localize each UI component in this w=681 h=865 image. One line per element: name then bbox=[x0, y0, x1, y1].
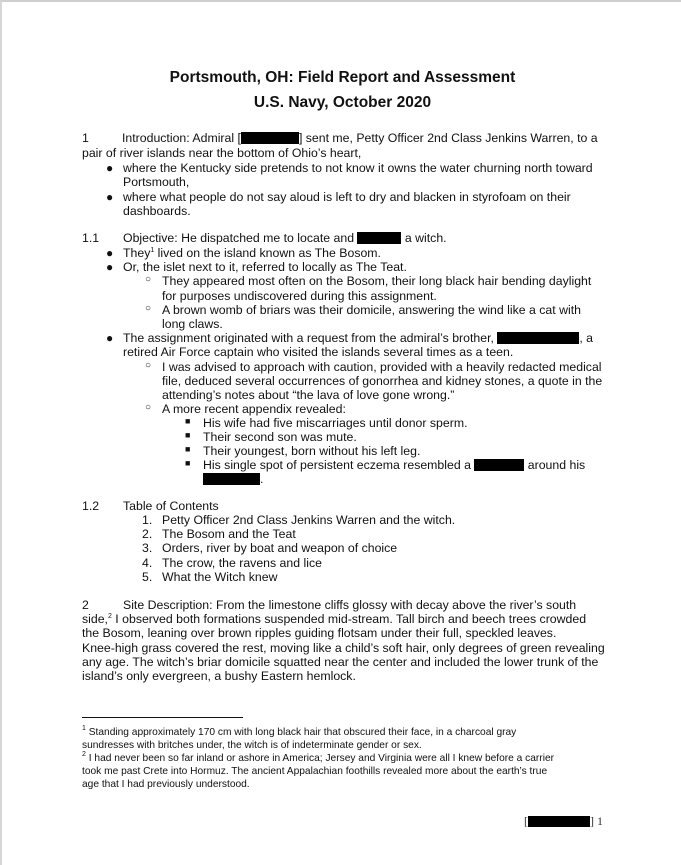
intro-line-1 bbox=[122, 131, 598, 145]
square-bullet-4-line-2 bbox=[203, 472, 263, 486]
footnote-marker: 1 bbox=[82, 725, 86, 732]
toc-item[interactable]: The crow, the ravens and lice bbox=[162, 556, 322, 570]
toc-item[interactable]: What the Witch knew bbox=[162, 570, 278, 584]
page-number: 1 bbox=[597, 814, 603, 828]
redaction-block bbox=[203, 473, 260, 485]
toc-number: 5. bbox=[142, 570, 153, 584]
objective-bullet-1 bbox=[123, 246, 381, 260]
square-bullet-3: Their youngest, born without his left leg. bbox=[203, 444, 421, 458]
site-text: side, bbox=[82, 612, 108, 626]
bullet-text: , a bbox=[579, 331, 594, 345]
section-number: 2 bbox=[82, 598, 89, 612]
footnote-text: Standing approximately 170 cm with long black hair that obscured their face, in a charcoal gray bbox=[85, 727, 517, 738]
section-number: 1.1 bbox=[82, 231, 100, 245]
hollow-bullet-icon: ○ bbox=[145, 274, 152, 285]
bullet-text: They bbox=[123, 246, 151, 260]
objective-text-b: a witch. bbox=[404, 231, 447, 245]
bracket: [ bbox=[524, 814, 528, 828]
intro-bullet-1-line-2: Portsmouth, bbox=[123, 175, 190, 189]
site-line-1: Site Description: From the limestone cliffs glossy with decay above the river’s south bbox=[123, 598, 577, 612]
footnote-2-line-3: age that I had previously understood. bbox=[82, 779, 250, 790]
intro-text-a: Introduction: Admiral [ bbox=[122, 131, 241, 145]
footnote-2-line-2: took me past Crete into Hormuz. The ancient Appalachian foothills revealed more about the earth’s true bbox=[82, 766, 548, 777]
toc-heading: Table of Contents bbox=[123, 499, 219, 513]
sub-bullet-3-line-2: file, deduced several occurrences of gonorrhea and kidney stones, a quote in the bbox=[162, 374, 603, 388]
square-bullet-4-line-1 bbox=[203, 458, 585, 472]
hollow-bullet-icon: ○ bbox=[145, 303, 152, 314]
footnote-marker: 2 bbox=[82, 751, 86, 758]
sub-bullet-3-line-1: I was advised to approach with caution, provided with a heavily redacted medical bbox=[162, 360, 602, 374]
site-text: I observed both formations suspended mid-stream. Tall birch and beech trees crowded bbox=[111, 612, 587, 626]
bullet-text: lived on the island known as The Bosom. bbox=[154, 246, 381, 260]
square-bullet-icon: ■ bbox=[185, 458, 191, 468]
sub-bullet-1-line-1: They appeared most often on the Bosom, their long black hair bending daylight bbox=[162, 274, 592, 288]
sub-bullet-4: A more recent appendix revealed: bbox=[162, 402, 346, 416]
page-footer bbox=[524, 814, 603, 829]
intro-line-2: pair of river islands near the bottom of Ohio’s heart, bbox=[82, 146, 362, 160]
toc-item[interactable]: Petty Officer 2nd Class Jenkins Warren and the witch. bbox=[162, 513, 456, 527]
objective-bullet-3-line-2: retired Air Force captain who visited the islands several times as a teen. bbox=[123, 345, 514, 359]
site-line-2 bbox=[82, 612, 586, 626]
sub-bullet-2-line-2: long claws. bbox=[162, 317, 223, 331]
toc-number: 1. bbox=[142, 513, 153, 527]
section-number: 1 bbox=[82, 131, 89, 145]
site-line-4: Knee-high grass covered the rest, moving like a child’s soft hair, only degrees of green revealing bbox=[82, 641, 605, 655]
bullet-text: His single spot of persistent eczema resembled a bbox=[203, 458, 471, 472]
square-bullet-icon: ■ bbox=[185, 444, 191, 454]
square-bullet-icon: ■ bbox=[185, 430, 191, 440]
redaction-block bbox=[528, 816, 590, 827]
toc-item[interactable]: Orders, river by boat and weapon of choice bbox=[162, 541, 398, 555]
square-bullet-icon: ■ bbox=[185, 416, 191, 426]
site-line-5: any age. The witch’s briar domicile squatted near the center and included the lower trunk of the bbox=[82, 655, 599, 669]
footnote-separator bbox=[82, 717, 243, 718]
bullet-text: The assignment originated with a request from the admiral’s brother, bbox=[123, 331, 494, 345]
hollow-bullet-icon: ○ bbox=[145, 360, 152, 371]
bullet-icon: ● bbox=[106, 246, 114, 260]
hollow-bullet-icon: ○ bbox=[145, 402, 152, 413]
footnote-1-line-2: sundresses with britches under, the witch is of indeterminate gender or sex. bbox=[82, 740, 422, 751]
sub-bullet-1-line-2: for purposes undiscovered during this assignment. bbox=[162, 289, 437, 303]
footnote-2-line-1 bbox=[82, 752, 554, 765]
square-bullet-1: His wife had five miscarriages until donor sperm. bbox=[203, 416, 468, 430]
bracket: ] bbox=[590, 814, 594, 828]
toc-number: 4. bbox=[142, 556, 153, 570]
redaction-block bbox=[497, 332, 579, 344]
section-number: 1.2 bbox=[82, 499, 100, 513]
objective-line bbox=[123, 231, 447, 245]
redaction-block bbox=[241, 132, 299, 144]
toc-number: 3. bbox=[142, 541, 153, 555]
square-bullet-2: Their second son was mute. bbox=[203, 430, 357, 444]
intro-bullet-2-line-1: where what people do not say aloud is left to dry and blacken in styrofoam on their bbox=[123, 190, 571, 204]
document-title: Portsmouth, OH: Field Report and Assessment bbox=[169, 69, 516, 86]
bullet-text: around his bbox=[527, 458, 586, 472]
site-line-3: the Bosom, leaning over brown ripples guiding flotsam under their full, speckled leaves. bbox=[82, 626, 557, 640]
bullet-icon: ● bbox=[106, 190, 114, 204]
toc-item[interactable]: The Bosom and the Teat bbox=[162, 527, 296, 541]
sub-bullet-2-line-1: A brown womb of briars was their domicile, answering the wind like a cat with bbox=[162, 303, 581, 317]
objective-bullet-2: Or, the islet next to it, referred to locally as The Teat. bbox=[123, 260, 407, 274]
intro-bullet-1-line-1: where the Kentucky side pretends to not know it owns the water churning north toward bbox=[123, 161, 593, 175]
redaction-block bbox=[357, 232, 401, 244]
bullet-icon: ● bbox=[106, 161, 114, 175]
intro-bullet-2-line-2: dashboards. bbox=[123, 204, 191, 218]
footnote-ref-1[interactable]: 1 bbox=[150, 247, 155, 254]
toc-number: 2. bbox=[142, 527, 153, 541]
site-line-6: island’s only evergreen, a bushy Eastern hemlock. bbox=[82, 669, 356, 683]
footnote-1-line-1 bbox=[82, 726, 516, 739]
document-subtitle: U.S. Navy, October 2020 bbox=[253, 94, 432, 111]
redaction-block bbox=[474, 459, 524, 471]
footnote-text: I had never been so far inland or ashore in America; Jersey and Virginia were all I knew before a carrier bbox=[85, 753, 555, 764]
sub-bullet-3-line-3: attending’s notes about “the lava of love gone wrong.” bbox=[162, 388, 455, 402]
footnote-ref-2[interactable]: 2 bbox=[107, 613, 112, 620]
objective-bullet-3-line-1 bbox=[123, 331, 593, 345]
bullet-icon: ● bbox=[106, 260, 114, 274]
intro-text-b: ] sent me, Petty Officer 2nd Class Jenkins Warren, to a bbox=[298, 131, 598, 145]
bullet-icon: ● bbox=[106, 331, 114, 345]
bullet-text: . bbox=[260, 472, 264, 486]
objective-text-a: Objective: He dispatched me to locate and bbox=[123, 231, 355, 245]
